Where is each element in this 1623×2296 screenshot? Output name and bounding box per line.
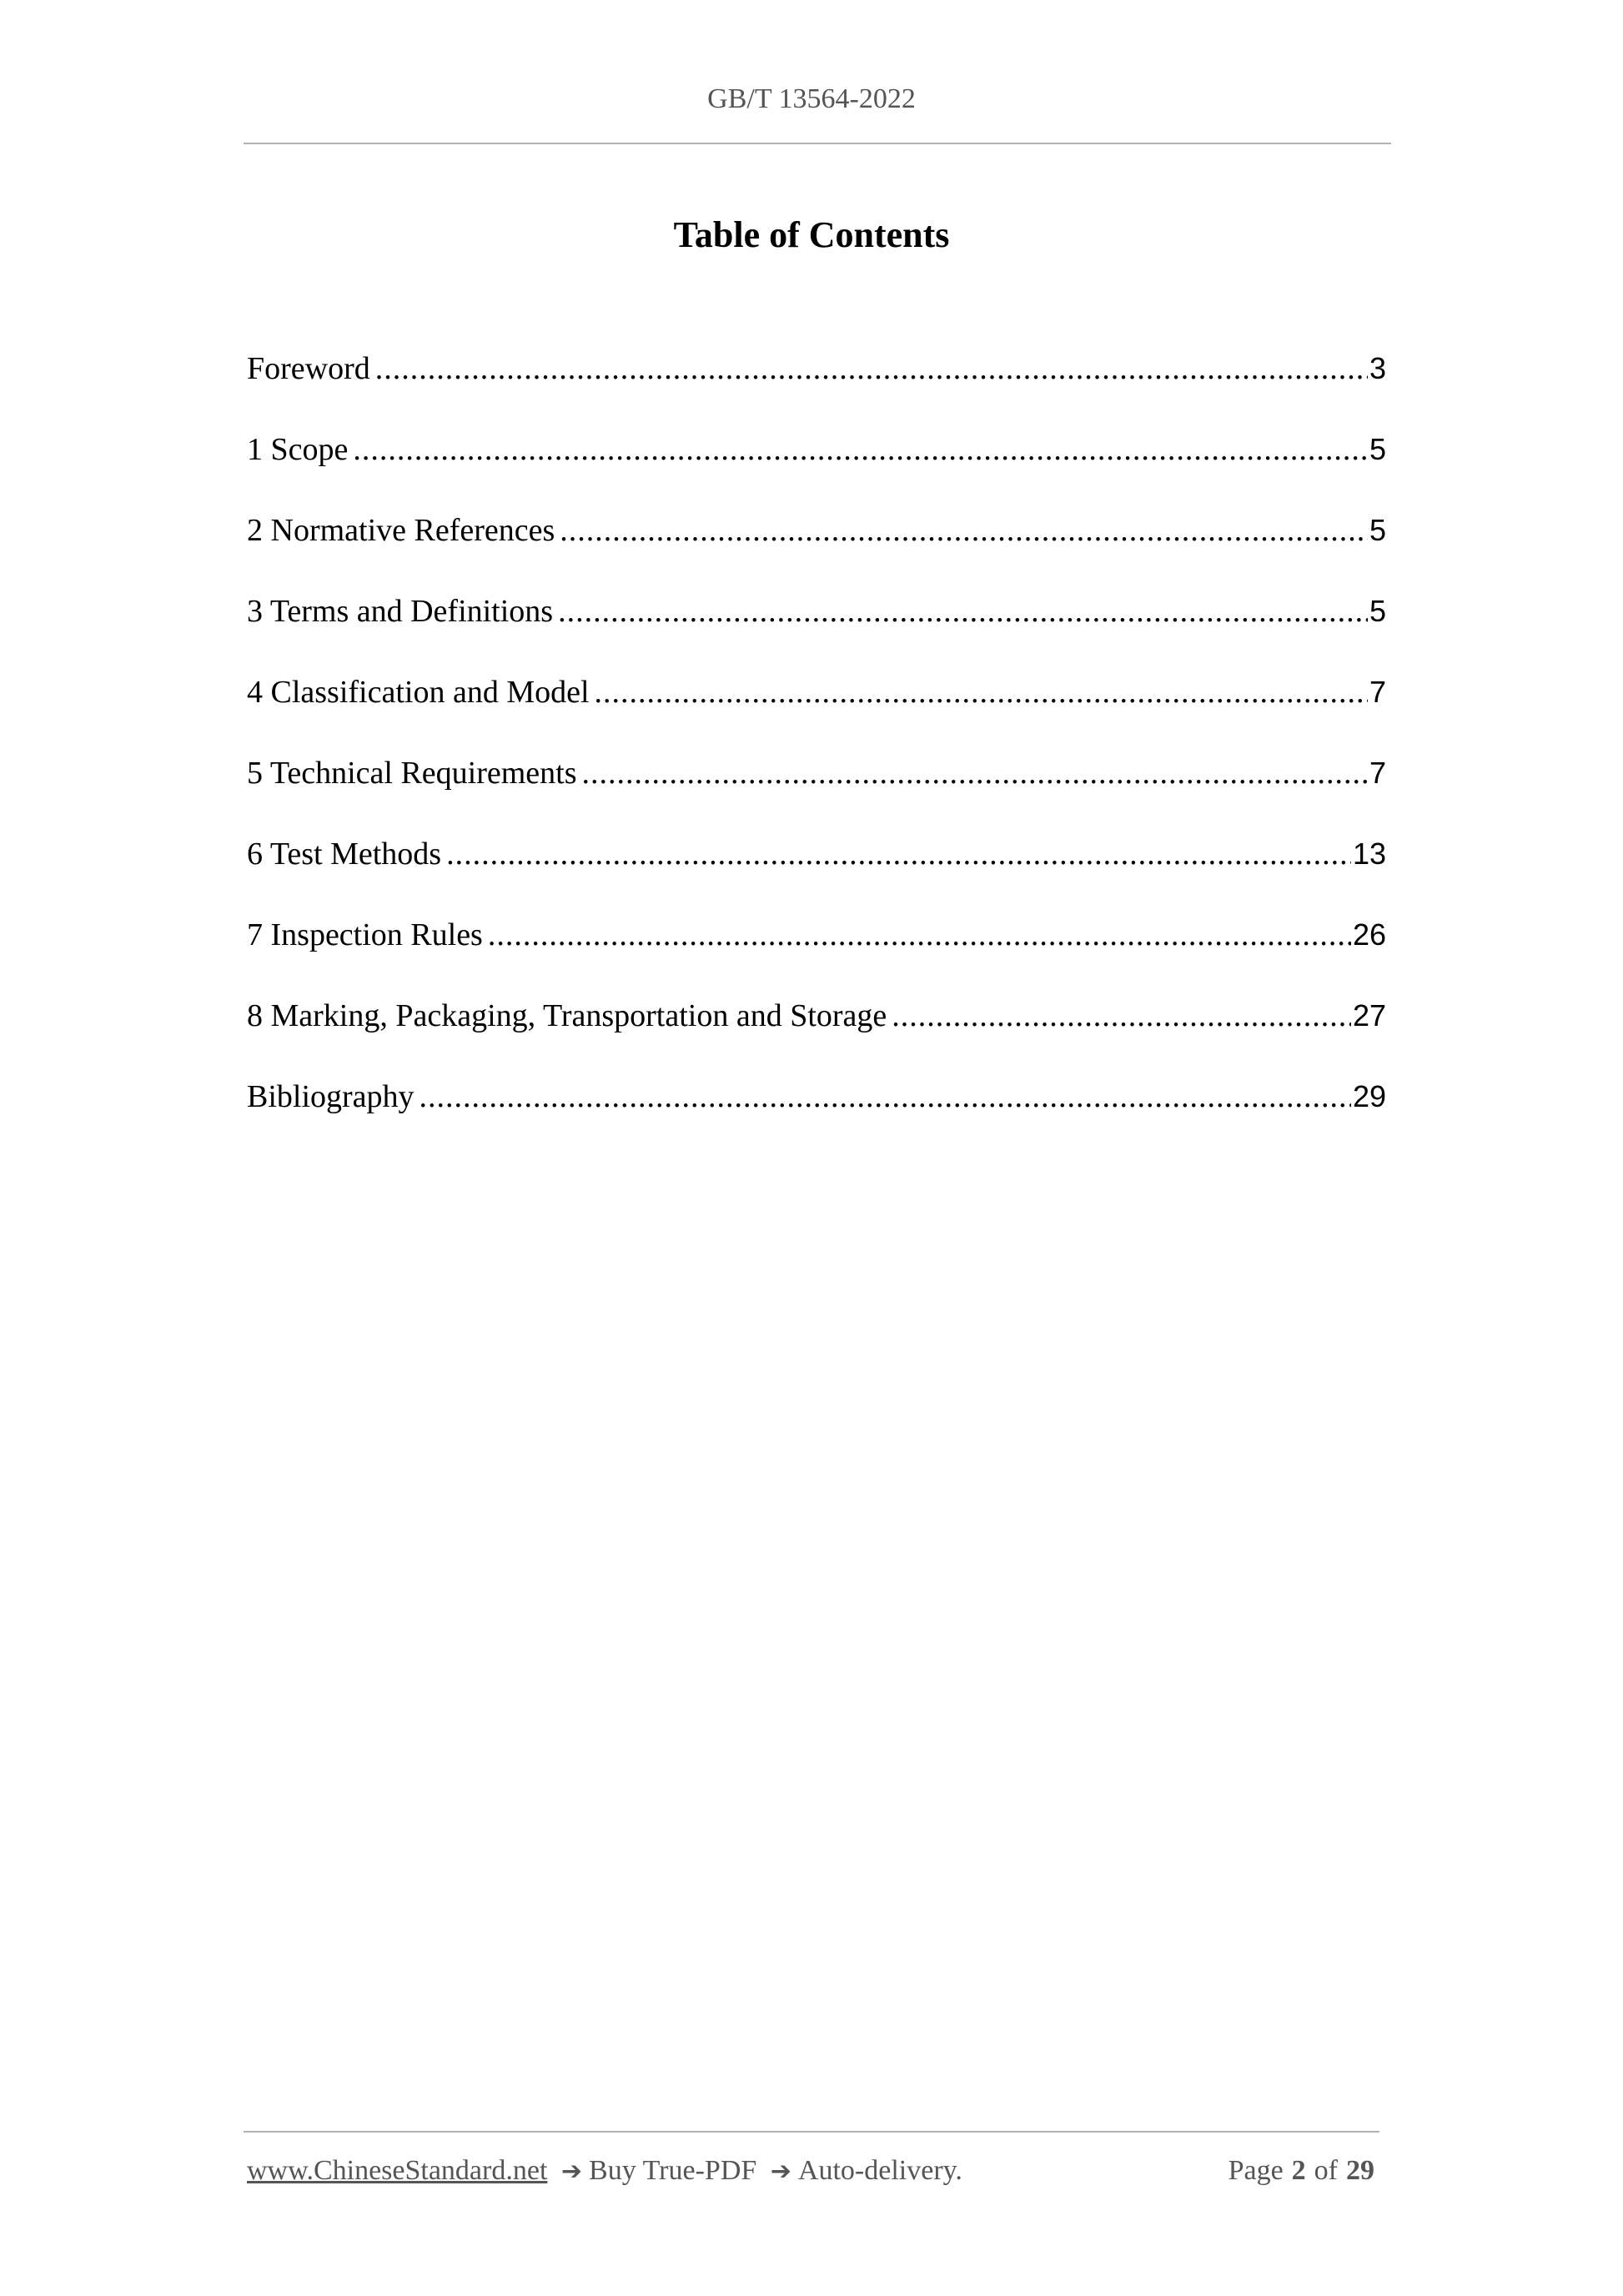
footer-step-delivery: Auto-delivery. [797, 2155, 962, 2186]
footer-divider [244, 2131, 1379, 2133]
current-page-number: 2 [1291, 2155, 1306, 2186]
toc-dot-leader [558, 586, 1368, 636]
toc-entry-scope[interactable] [247, 425, 1386, 505]
arrow-right-icon: ➔ [560, 2157, 583, 2186]
toc-entry-label: 5 Technical Requirements [247, 756, 577, 791]
total-page-number: 29 [1346, 2155, 1374, 2186]
toc-entry-foreword[interactable] [247, 344, 1386, 425]
toc-entry-label: Bibliography [247, 1079, 415, 1114]
toc-heading: Table of Contents [673, 214, 950, 255]
arrow-right-icon: ➔ [770, 2157, 791, 2186]
toc-dot-leader [446, 829, 1351, 879]
toc-entry-marking-packaging[interactable] [247, 991, 1386, 1072]
toc-dot-leader [595, 667, 1368, 717]
toc-entry-normative-references[interactable] [247, 505, 1386, 586]
toc-entry-classification-and-model[interactable] [247, 667, 1386, 748]
footer-step-buy: Buy True-PDF [589, 2155, 757, 2186]
toc-entry-label: 7 Inspection Rules [247, 917, 483, 952]
toc-dot-leader [375, 344, 1368, 394]
toc-dot-leader [892, 991, 1351, 1041]
document-code: GB/T 13564-2022 [707, 83, 916, 114]
toc-dot-leader [488, 910, 1351, 960]
footer-promo [247, 2155, 962, 2187]
toc-entry-page: 7 [1369, 756, 1386, 790]
toc-list [247, 344, 1386, 1153]
toc-entry-page: 13 [1352, 837, 1386, 871]
toc-entry-page: 5 [1369, 594, 1386, 628]
toc-dot-leader [353, 425, 1368, 475]
toc-entry-label: 6 Test Methods [247, 837, 442, 872]
toc-entry-page: 27 [1352, 998, 1386, 1032]
toc-dot-leader [582, 748, 1368, 798]
toc-entry-label: 3 Terms and Definitions [247, 594, 554, 629]
toc-entry-page: 26 [1352, 917, 1386, 952]
toc-dot-leader [560, 505, 1368, 555]
toc-entry-page: 3 [1369, 351, 1386, 385]
of-word: of [1314, 2155, 1338, 2186]
toc-dot-leader [420, 1072, 1351, 1122]
toc-entry-page: 29 [1352, 1079, 1386, 1113]
page-indicator [1229, 2155, 1374, 2187]
toc-entry-label: 2 Normative References [247, 513, 555, 548]
toc-entry-label: 1 Scope [247, 432, 349, 467]
toc-entry-test-methods[interactable] [247, 829, 1386, 910]
header-divider [244, 143, 1391, 144]
website-link[interactable]: www.ChineseStandard.net [247, 2155, 548, 2186]
toc-entry-label: Foreword [247, 351, 370, 386]
toc-entry-technical-requirements[interactable] [247, 748, 1386, 829]
toc-entry-page: 5 [1369, 432, 1386, 466]
toc-entry-inspection-rules[interactable] [247, 910, 1386, 991]
toc-entry-bibliography[interactable] [247, 1072, 1386, 1153]
page-word: Page [1228, 2155, 1284, 2186]
toc-entry-terms-and-definitions[interactable] [247, 586, 1386, 667]
toc-entry-page: 7 [1369, 675, 1386, 709]
toc-entry-label: 8 Marking, Packaging, Transportation and Storage [247, 998, 887, 1033]
toc-entry-page: 5 [1369, 513, 1386, 547]
toc-entry-label: 4 Classification and Model [247, 675, 590, 710]
